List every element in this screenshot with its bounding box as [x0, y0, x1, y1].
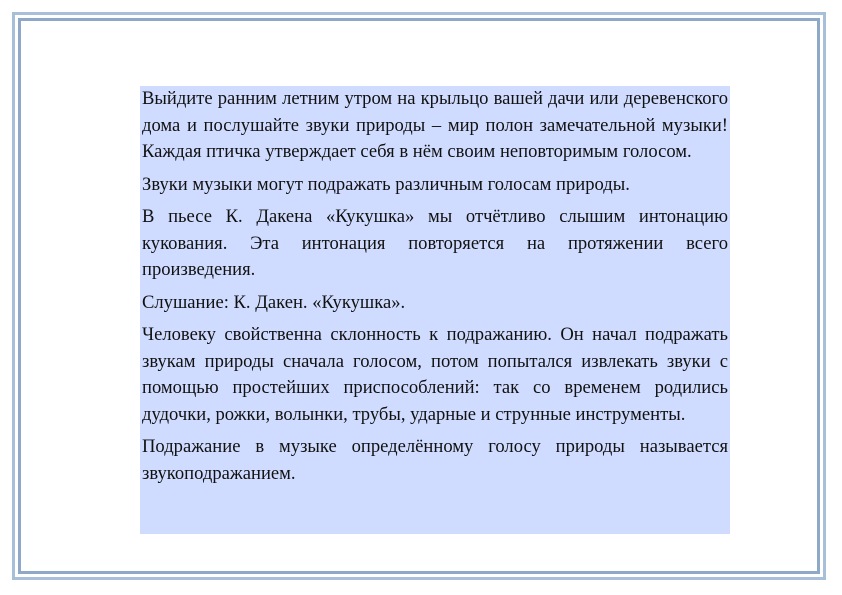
paragraph-definition: Подражание в музыке определённому голосу природы называется звукоподражанием. [142, 436, 728, 484]
paragraph-listening: Слушание: К. Дакен. «Кукушка». [142, 291, 406, 313]
text-box [140, 86, 730, 534]
paragraph-instruments: Человеку свойственна склонность к подражанию. Он начал подражать звукам природы сначала голосом, потом попытался извлекать звуки с помощью простейших приспособлений: так со временем родились дудочки, рожки, волынки, трубы, ударные и струнные инструменты. [142, 324, 728, 425]
paragraph-cuckoo: В пьесе К. Дакена «Кукушка» мы отчётливо слышим интонацию кукования. Эта интонация повторяется на протяжении всего произведения. [142, 206, 728, 280]
paragraph-intro: Выйдите ранним летним утром на крыльцо вашей дачи или деревенского дома и послушайте звуки природы – мир полон замечательной музыки! Каждая птичка утверждает себя в нём своим неповторимым голосом. [142, 88, 728, 162]
paragraph-imitation: Звуки музыки могут подражать различным голосам природы. [142, 173, 630, 195]
